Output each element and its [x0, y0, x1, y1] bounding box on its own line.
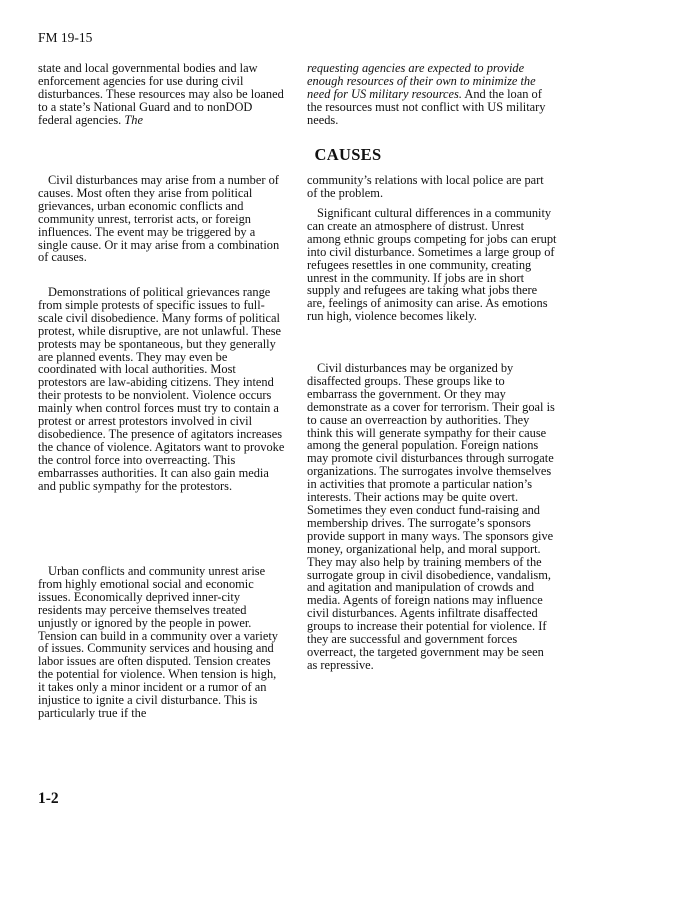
left-paragraph-1 — [38, 174, 286, 264]
paragraph-text: Civil disturbances may arise from a number of causes. Most often they arise from political grievances, urban economic conflicts and community unrest, terrorist acts, or foreign influences. The event may be triggered by a single cause. Or it may arise from a combination of causes. — [38, 173, 280, 265]
intro-left-italic: The — [124, 112, 143, 127]
intro-right-plain: And the loan of the resources must not conflict with US military needs. — [307, 86, 546, 127]
page-number: 1-2 — [38, 790, 59, 807]
paragraph-text: Demonstrations of political grievances range from simple protests of specific issues to full-scale civil disobedience. Many forms of political protest, while disruptive, are not unlawful. These protests may be spontaneous, but they generally are planned events. They may even be coordinated with local authorities. Most protestors are law-abiding citizens. They intend their protests to be nonviolent. Violence occurs mainly when control forces must try to contain a protest or arrest protestors involved in civil disobedience. The presence of agitators increases the chance of violence. Agitators want to provoke the control force into overreacting. This embarrasses authorities. It can also gain media and public sympathy for the protestors. — [38, 285, 285, 493]
intro-right-text — [307, 62, 557, 127]
intro-left-text — [38, 62, 286, 127]
paragraph-text: Civil disturbances may be organized by disaffected groups. These groups like to embarrass the government. Or they may demonstrate as a cover for terrorism. Their goal is to cause an overreaction by authorities. They think this will generate sympathy for their cause among the general population. Foreign nations may promote civil disturbances through surrogate organizations. The surrogates involve themselves in activities that promote a particular nation’s interests. Their actions may be quite overt. Sometimes they even conduct fund-raising and membership drives. The surrogate’s sponsors provide support in many ways. The sponsors give money, organizational help, and moral support. They may also help by training members of the surrogate group in civil disobedience, vandalism, and agitation and manipulation of crowds and media. Agents of foreign nations may influence civil disturbances. Agents infiltrate disaffected groups to increase their potential for violence. If they are successful and government forces overreact, the targeted government may be seen as repressive. — [307, 361, 555, 672]
right-paragraph-continued — [307, 174, 557, 200]
paragraph-text: Urban conflicts and community unrest arise from highly emotional social and economic issues. Economically deprived inner-city residents may perceive themselves treated unjustly or ignored by the people in power. Tension can build in a community over a variety of issues. Community services and housing and labor issues are often disputed. Tension creates the potential for violence. When tension is high, it takes only a minor incident or a rumor of an injustice to ignite a civil disturbance. This is particularly true if the — [38, 564, 278, 720]
intro-right-italic: requesting agencies are expected to provide enough resources of their own to minimize the need for US military resources. — [307, 61, 536, 101]
section-heading: CAUSES — [314, 145, 382, 164]
paragraph-text: community’s relations with local police are part of the problem. — [307, 173, 544, 200]
intro-left-plain: state and local governmental bodies and law enforcement agencies for use during civil disturbances. These resources may also be loaned to a state’s National Guard and to nonDOD federal agencies. — [38, 61, 284, 127]
right-paragraph-2 — [307, 362, 557, 672]
left-paragraph-3 — [38, 565, 286, 720]
right-paragraph-1 — [307, 207, 557, 323]
page-header: FM 19-15 — [38, 30, 93, 45]
left-paragraph-2 — [38, 286, 286, 493]
paragraph-text: Significant cultural differences in a community can create an atmosphere of distrust. Unrest among ethnic groups competing for jobs can erupt into civil disturbance. Sometimes a large group of refugees resettles in one community, creating unrest in the community. If jobs are in short supply and refugees are taking what jobs there are, feelings of animosity can arise. As emotions run high, violence becomes likely. — [307, 206, 557, 324]
